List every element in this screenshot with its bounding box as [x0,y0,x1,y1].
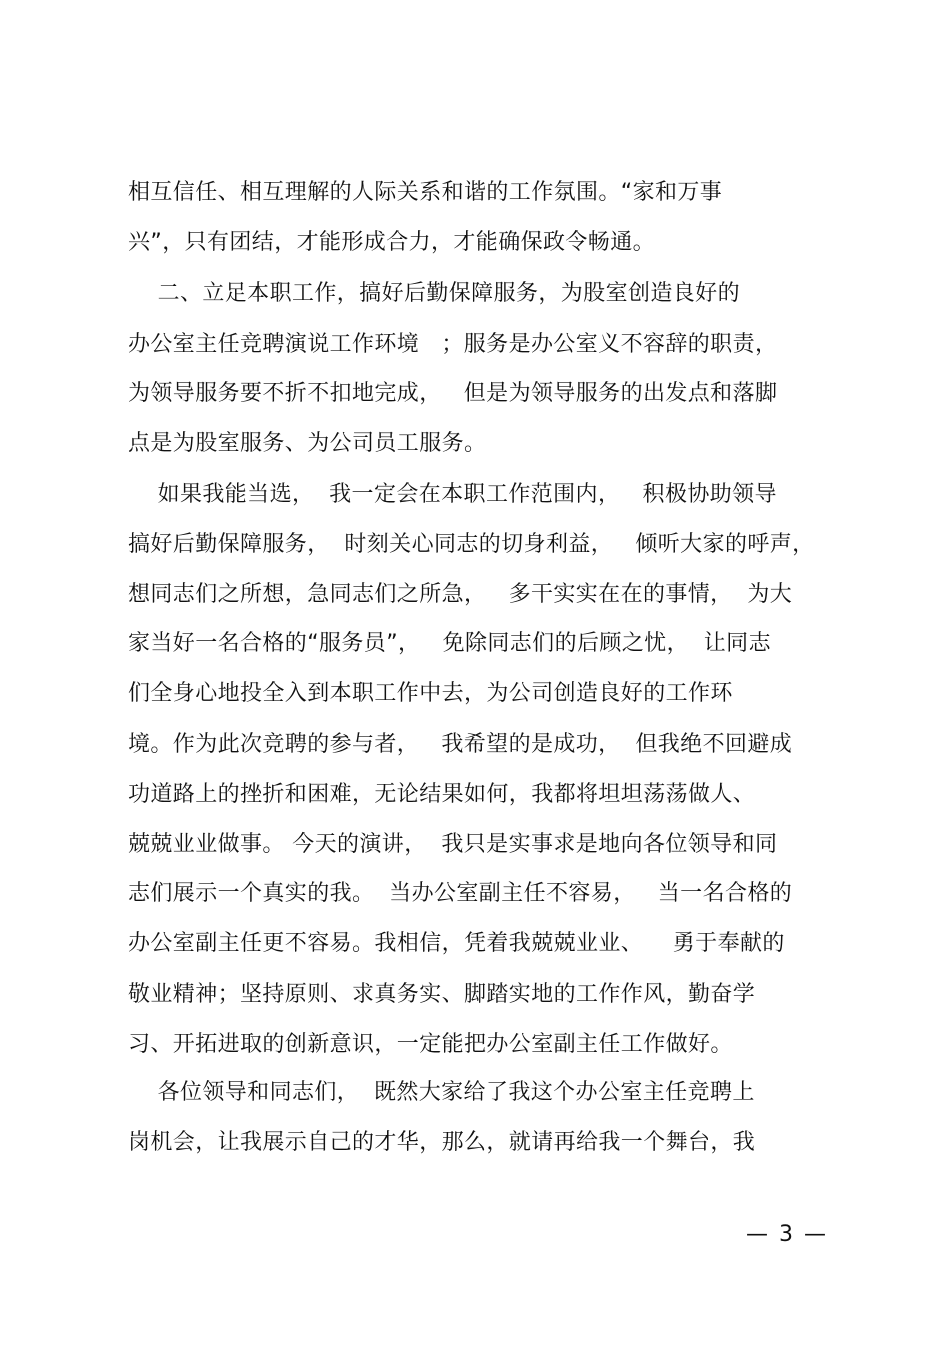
text-line: 境。作为此次竞聘的参与者， 我希望的是成功， 但我绝不回避成 [128,732,793,757]
text-line: 们全身心地投全入到本职工作中去，为公司创造良好的工作环 [128,681,733,706]
text-line: 岗机会，让我展示自己的才华，那么，就请再给我一个舞台，我 [128,1130,756,1155]
text-line: 如果我能当选， 我一定会在本职工作范围内， 积极协助领导 [128,482,777,507]
text-line: 想同志们之所想，急同志们之所急， 多干实实在在的事情， 为大 [128,582,793,607]
text-line: 志们展示一个真实的我。 当办公室副主任不容易， 当一名合格的 [128,881,793,906]
text-line: 敬业精神；坚持原则、求真务实、脚踏实地的工作作风，勤奋学 [128,982,756,1007]
page-number: — 3 — [746,1222,828,1247]
text-line: 习、开拓进取的创新意识，一定能把办公室副主任工作做好。 [128,1032,733,1057]
text-line: 办公室副主任更不容易。我相信，凭着我兢兢业业、 勇于奉献的 [128,931,785,956]
text-line: 相互信任、相互理解的人际关系和谐的工作氛围。“家和万事 [128,180,723,205]
text-line: 办公室主任竞聘演说工作环境 ；服务是办公室义不容辞的职责， [128,332,778,357]
text-line: 搞好后勤保障服务， 时刻关心同志的切身利益， 倾听大家的呼声， [128,532,815,557]
text-line: 二、立足本职工作，搞好后勤保障服务，为股室创造良好的 [128,281,740,306]
text-line: 点是为股室服务、为公司员工服务。 [128,431,487,456]
text-line: 兴”，只有团结，才能形成合力，才能确保政令畅通。 [128,230,655,255]
text-line: 功道路上的挫折和困难，无论结果如何，我都将坦坦荡荡做人、 [128,782,756,807]
text-line: 各位领导和同志们， 既然大家给了我这个办公室主任竞聘上 [128,1080,755,1105]
text-line: 兢兢业业做事。 今天的演讲， 我只是实事求是地向各位领导和同 [128,832,778,857]
text-line: 为领导服务要不折不扣地完成， 但是为领导服务的出发点和落脚 [128,381,778,406]
text-line: 家当好一名合格的“服务员”， 免除同志们的后顾之忧， 让同志 [128,631,771,656]
